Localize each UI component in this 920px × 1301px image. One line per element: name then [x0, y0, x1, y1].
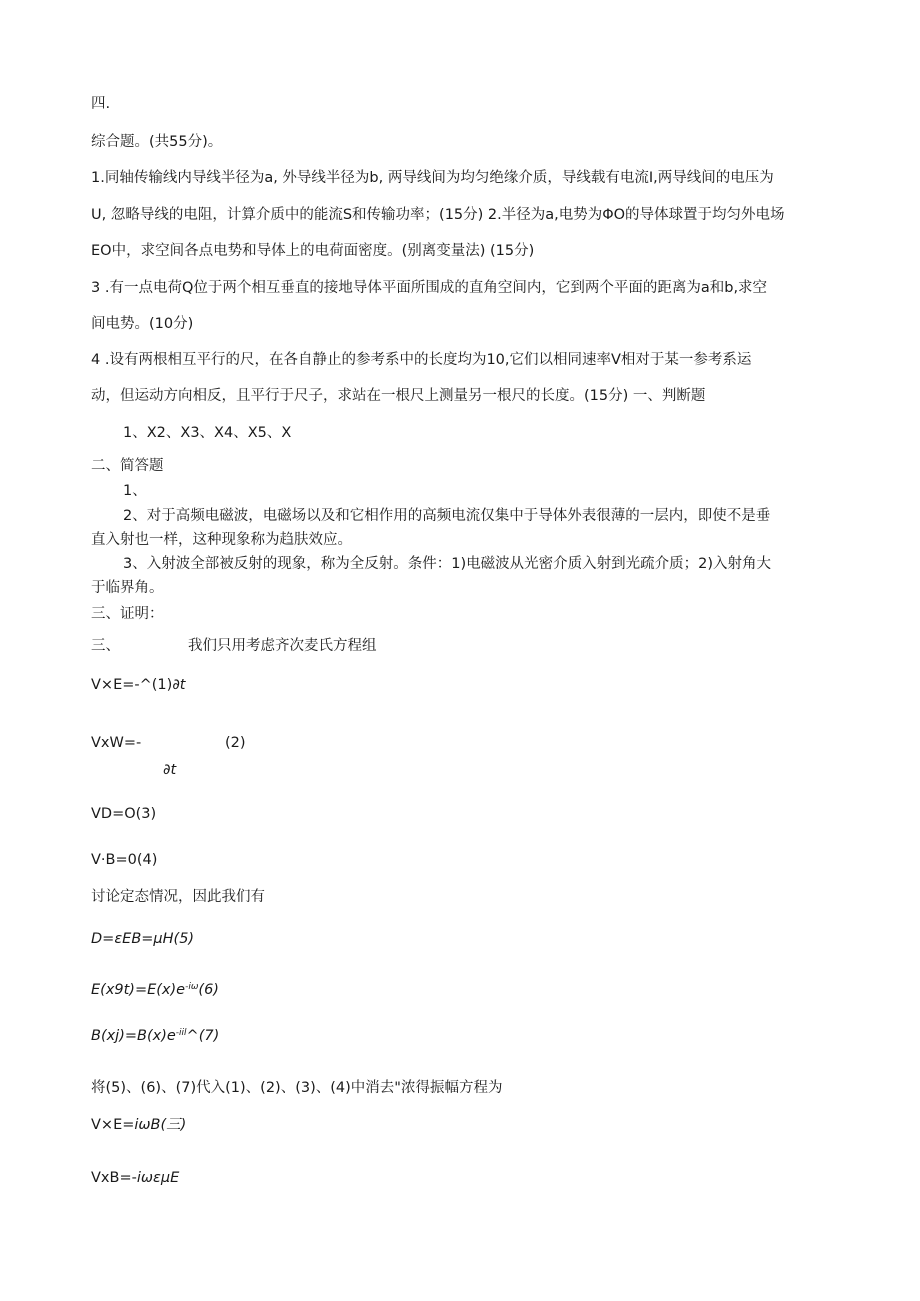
proof-heading: 三、证明：: [91, 606, 164, 622]
question-2-line: EO中，求空间各点电势和导体上的电荷面密度。(别离变量法) (15分): [91, 243, 535, 259]
equation-2-number: (2): [225, 735, 246, 751]
proof-section-label: 三、: [91, 638, 120, 654]
proof-intro: 我们只用考虑齐次麦氏方程组: [188, 638, 377, 654]
equation-6: $E(x9t)=E(x)e^{-i\omega}(6)$: [91, 982, 219, 998]
question-1-line-1: 1.同轴传输线内导线半径为a, 外导线半径为b, 两导线间为均匀绝缘介质，导线载有电流I,两导线间的电压为: [91, 170, 774, 186]
equation-8: V×E=iωB(三): [91, 1117, 187, 1133]
substitution-text: 将(5)、(6)、(7)代入(1)、(2)、(3)、(4)中消去"浓得振幅方程为: [91, 1080, 503, 1096]
short-answer-2-line-1: 2、对于高频电磁波，电磁场以及和它相作用的高频电流仅集中于导体外表很薄的一层内，即使不是垂: [123, 508, 771, 524]
question-4-line-1: 4 .设有两根相互平行的尺，在各自静止的参考系中的长度均为10,它们以相同速率V相对于某一参考系运: [91, 352, 752, 368]
equation-3: VD=O(3): [91, 806, 157, 822]
short-answer-1: 1、: [123, 483, 147, 499]
equation-9: VxB=-iωεμE: [91, 1170, 180, 1186]
equation-2-denominator: ∂t: [163, 762, 177, 778]
short-answer-3-line-1: 3、入射波全部被反射的现象，称为全反射。条件：1)电磁波从光密介质入射到光疏介质；2)入射角大: [123, 556, 771, 572]
short-answer-3-line-2: 于临界角。: [91, 580, 164, 596]
short-answer-2-line-2: 直入射也一样，这种现象称为趋肤效应。: [91, 532, 352, 548]
section-four-heading: 四.: [91, 96, 111, 112]
steady-state-text: 讨论定态情况，因此我们有: [91, 889, 265, 905]
question-4-line-2: 动，但运动方向相反，且平行于尺子，求站在一根尺上测量另一根尺的长度。(15分) 一、判断题: [91, 388, 706, 404]
equation-2-lhs: VxW=-: [91, 735, 142, 751]
equation-5: D=εEB=μH(5): [91, 931, 195, 947]
question-1-line-2: U, 忽略导线的电阻，计算介质中的能流S和传输功率；(15分) 2.半径为a,电势为ΦO的导体球置于均匀外电场: [91, 207, 785, 223]
equation-1: V×E=-^(1)∂t: [91, 677, 186, 693]
question-3-line-2: 间电势。(10分): [91, 316, 194, 332]
comprehensive-heading: 综合题。(共55分)。: [91, 134, 223, 150]
true-false-answers: 1、X2、X3、X4、X5、X: [123, 425, 292, 441]
short-answer-heading: 二、简答题: [91, 458, 164, 474]
equation-7: $B(xj)=B(x)e^{-iil}\^{}(7)$: [91, 1028, 220, 1044]
question-3-line-1: 3 .有一点电荷Q位于两个相互垂直的接地导体平面所围成的直角空间内，它到两个平面的距离为a和b,求空: [91, 280, 768, 296]
equation-4: V·B=0(4): [91, 852, 158, 868]
